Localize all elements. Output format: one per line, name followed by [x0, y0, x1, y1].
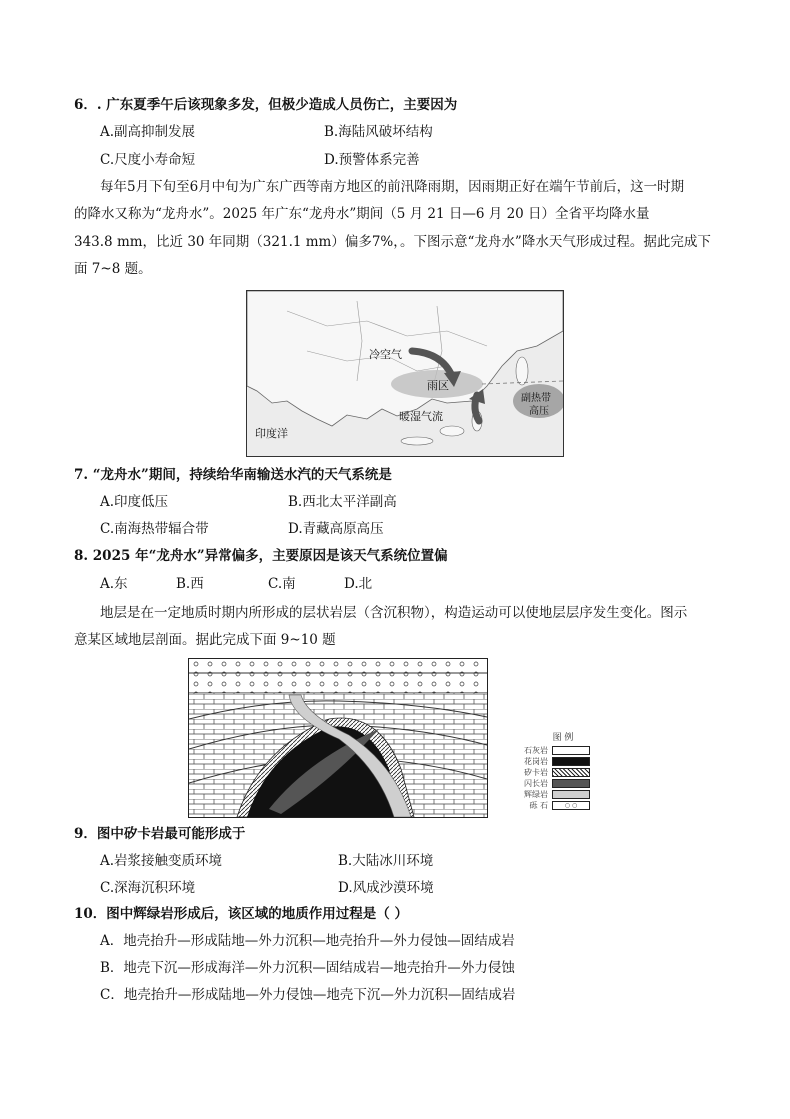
- legend-item-label: 辉绿岩: [524, 790, 548, 799]
- legend-title: 图 例: [552, 733, 574, 743]
- legend-item-limestone: [518, 745, 608, 756]
- legend-item-label: 闪长岩: [524, 779, 548, 788]
- map-label-indian-ocean: 印度洋: [255, 427, 288, 440]
- q10-option-b: B．地壳下沉—形成海洋—外力沉积—固结成岩—地壳抬升—外力侵蚀: [100, 960, 515, 976]
- strata-cross-section: [188, 658, 488, 818]
- legend-item-diabase: [518, 789, 608, 800]
- passage2-line2: 意某区域地层剖面。据此完成下面 9~10 题: [74, 632, 336, 648]
- q8-option-c: C.南: [268, 576, 296, 592]
- q7-option-b: B.西北太平洋副高: [288, 494, 397, 510]
- passage1-line4: 面 7~8 题。: [74, 261, 152, 277]
- q7-option-c: C.南海热带辐合带: [100, 521, 209, 537]
- hatch-pattern-icon: [552, 768, 590, 777]
- legend-item-label: 石灰岩: [524, 746, 548, 755]
- q10-option-a: A．地壳抬升—形成陆地—外力沉积—地壳抬升—外力侵蚀—固结成岩: [100, 933, 515, 949]
- q9-option-c: C.深海沉积环境: [100, 880, 196, 896]
- strata-drawing: [189, 659, 487, 817]
- q9-option-d: D.风成沙漠环境: [338, 880, 434, 896]
- legend-item-gravel: [518, 800, 608, 811]
- legend-item-diorite: [518, 778, 608, 789]
- q10-stem: 10．图中辉绿岩形成后，该区域的地质作用过程是（ ）: [74, 906, 408, 922]
- map-label-warm-humid: 暖湿气流: [399, 410, 443, 423]
- q7-option-d: D.青藏高原高压: [288, 521, 384, 537]
- legend-item-skarn: [518, 767, 608, 778]
- q8-stem: 8. 2025 年“龙舟水”异常偏多，主要原因是该天气系统位置偏: [74, 548, 448, 564]
- map-label-subtropical-1: 副热带: [521, 393, 551, 404]
- legend-item-granite: [518, 756, 608, 767]
- passage1-line1: 每年5月下旬至6月中旬为广东广西等南方地区的前汛降雨期，因雨期正好在端午节前后，这一时期: [100, 179, 685, 195]
- strata-legend: [518, 730, 608, 811]
- legend-item-label: 花岗岩: [524, 757, 548, 766]
- light-gray-icon: [552, 790, 590, 799]
- dark-gray-icon: [552, 779, 590, 788]
- legend-item-label: 矽卡岩: [524, 768, 548, 777]
- q8-option-b: B.西: [176, 576, 204, 592]
- q6-option-b: B.海陆风破坏结构: [324, 124, 433, 140]
- q9-option-b: B.大陆冰川环境: [338, 853, 434, 869]
- q10-option-c: C．地壳抬升—形成陆地—外力侵蚀—地壳下沉—外力沉积—固结成岩: [100, 987, 516, 1003]
- passage1-line3: 343.8 mm，比近 30 年同期（321.1 mm）偏多7%，。下图示意“龙舟水”降水天气形成过程。据此完成下: [74, 234, 711, 250]
- q8-option-d: D.北: [344, 576, 373, 592]
- q6-option-a: A.副高抑制发展: [100, 124, 196, 140]
- q7-stem: 7. “龙舟水”期间，持续给华南输送水汽的天气系统是: [74, 467, 392, 483]
- map-drawing: [247, 291, 563, 456]
- q7-option-a: A.印度低压: [100, 494, 169, 510]
- solid-black-icon: [552, 757, 590, 766]
- brick-pattern-icon: [552, 746, 590, 755]
- q6-option-c: C.尺度小寿命短: [100, 152, 196, 168]
- q9-option-a: A.岩浆接触变质环境: [100, 853, 223, 869]
- passage2-line1: 地层是在一定地质时期内所形成的层状岩层（含沉积物），构造运动可以使地层层序发生变化。图示: [100, 605, 688, 621]
- q6-option-d: D.预警体系完善: [324, 152, 420, 168]
- map-label-subtropical-2: 高压: [529, 406, 549, 417]
- circle-dots-icon: ○ ○: [552, 801, 590, 810]
- map-label-rain-area: 雨区: [427, 379, 449, 392]
- q6-stem: 6．. 广东夏季午后该现象多发，但极少造成人员伤亡，主要因为: [74, 97, 458, 113]
- legend-item-label: 砾 石: [529, 801, 548, 810]
- passage1-line2: 的降水又称为“龙舟水”。2025 年广东“龙舟水”期间（5 月 21 日—6 月 20 日）全省平均降水量: [74, 206, 650, 222]
- q8-option-a: A.东: [100, 576, 128, 592]
- q9-stem: 9．图中矽卡岩最可能形成于: [74, 826, 246, 842]
- longzhoushui-weather-map: [246, 290, 564, 457]
- map-label-cold-air: 冷空气: [369, 348, 402, 361]
